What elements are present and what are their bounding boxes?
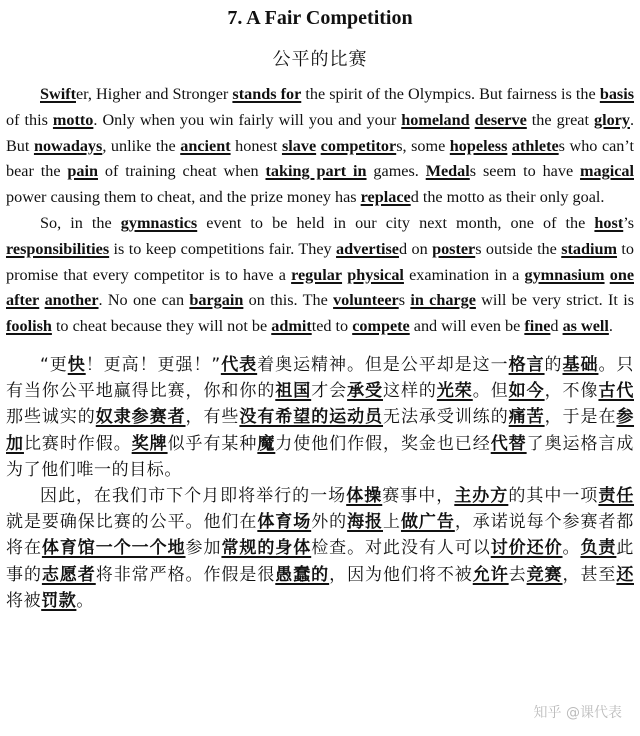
chinese-paragraph [6, 483, 634, 614]
vocabulary-term: slave [281, 136, 317, 155]
text-run: of this [6, 110, 53, 129]
text-run: d on [398, 239, 433, 258]
text-run: ，因为他们将不被 [329, 564, 473, 585]
vocabulary-term: competitor [320, 136, 397, 155]
text-run: is to keep competitions fair. They [109, 239, 337, 258]
text-run: s [398, 291, 411, 310]
vocabulary-term: 海报 [347, 512, 383, 533]
english-title: 7. A Fair Competition [227, 7, 413, 29]
text-run: So, in the [40, 213, 121, 232]
text-run: 了奥运格言成为了他们唯一的目标。 [6, 433, 634, 480]
text-run: and will even be [409, 317, 525, 336]
text-run: s seem to have [469, 162, 581, 181]
vocabulary-term: athlete [511, 136, 559, 155]
vocabulary-term: 竞赛 [526, 564, 563, 585]
text-run: to promise that every competitor is to have a [6, 239, 634, 284]
vocabulary-term: 体育馆一个一个地 [41, 538, 186, 559]
text-run: 参加 [185, 538, 222, 559]
vocabulary-term: 主办方 [454, 485, 509, 506]
text-run: 。 [562, 538, 581, 559]
vocabulary-term: taking part in [265, 162, 367, 181]
text-run: ，于是在 [544, 407, 617, 428]
text-run: 。只有当你公平地赢得比赛，你和你的 [6, 354, 635, 402]
vocabulary-term: gymnasium [524, 265, 605, 284]
vocabulary-term: Medal [425, 162, 470, 181]
text-run: 。 [76, 590, 95, 611]
text-run: 的 [544, 354, 563, 375]
text-run: 此事的 [6, 538, 634, 585]
text-run: on this. The [243, 291, 334, 310]
text-run: the spirit of the Olympics. But fairness is the [301, 85, 600, 103]
vocabulary-term: 做广告 [400, 512, 455, 533]
text-run: 就是要确保比赛的公平。他们在 [6, 512, 258, 533]
vocabulary-term: 允许 [472, 564, 509, 585]
text-run: 将被 [6, 590, 42, 611]
chinese-paragraph [6, 352, 634, 483]
vocabulary-term: compete [352, 317, 410, 336]
text-run: 上 [383, 512, 401, 533]
text-run: 才会 [311, 381, 348, 402]
text-run: ！更高！更强！” [85, 354, 221, 375]
vocabulary-term: pain [67, 162, 99, 181]
text-run: ，甚至 [562, 564, 617, 585]
vocabulary-term: host [594, 213, 624, 232]
vocabulary-term: 没有希望的运动员 [239, 407, 384, 428]
text-run: games. [366, 162, 426, 181]
vocabulary-term: another [44, 291, 99, 310]
text-run: 无法承受训练的 [383, 407, 509, 428]
vocabulary-term: replace [360, 188, 411, 207]
vocabulary-term: in charge [410, 291, 476, 310]
text-run: 的其中一项 [508, 485, 599, 506]
vocabulary-term: fine [524, 317, 551, 336]
vocabulary-term: 代替 [490, 433, 527, 454]
text-run: 外的 [311, 512, 348, 533]
vocabulary-term: Swift [40, 85, 76, 103]
text-run: the great [526, 110, 594, 129]
text-run: event to be held in our city next month, one of the [197, 213, 595, 232]
vocabulary-term: 基础 [562, 354, 599, 375]
vocabulary-term: foolish [6, 317, 52, 336]
vocabulary-term: 负责 [580, 538, 617, 559]
watermark-text: 知乎 @课代表 [533, 705, 622, 721]
vocabulary-term: stands for [232, 85, 302, 103]
vocabulary-term: 体操 [346, 485, 383, 506]
vocabulary-term: one after [6, 265, 634, 310]
vocabulary-term: 志愿者 [41, 564, 96, 585]
text-run: . [608, 317, 613, 336]
vocabulary-term: 讨价还价 [490, 538, 563, 559]
text-run: “更 [40, 354, 68, 375]
vocabulary-term: advertise [336, 239, 399, 258]
vocabulary-term: 体育场 [257, 512, 312, 533]
text-run: s outside the [475, 239, 562, 258]
text-run: 力使他们作假，奖金也已经 [275, 433, 491, 454]
vocabulary-term: volunteer [333, 291, 399, 310]
zhihu-watermark [534, 702, 622, 722]
vocabulary-term: motto [52, 110, 94, 129]
text-run: 将非常严格。作假是很 [95, 564, 276, 585]
chinese-title: 公平的比赛 [272, 49, 368, 70]
section-gap [6, 340, 634, 352]
vocabulary-term: magical [580, 162, 634, 181]
vocabulary-term: glory [593, 110, 630, 129]
text-run: 检查。对此没有人可以 [311, 538, 491, 559]
text-run: examination in a [403, 265, 525, 284]
text-run: power causing them to cheat, and the prize money has [6, 188, 361, 207]
english-paragraph [6, 211, 634, 340]
vocabulary-term: 如今 [508, 381, 545, 402]
vocabulary-term: physical [347, 265, 404, 284]
text-run: to cheat because they will not be [51, 317, 272, 336]
text-run: 因此，在我们市下个月即将举行的一场 [40, 485, 347, 506]
text-run: . But [6, 110, 634, 155]
text-run: 着奥运精神。但是公平却是这一 [257, 354, 509, 375]
vocabulary-term: basis [599, 85, 635, 103]
text-run: d the motto as their only goal. [410, 188, 605, 207]
vocabulary-term: 责任 [598, 485, 635, 506]
vocabulary-term: stadium [561, 239, 618, 258]
text-run: 赛事中， [382, 485, 455, 506]
vocabulary-term: poster [432, 239, 476, 258]
text-run: 似乎有某种 [167, 433, 258, 454]
vocabulary-term: as well [562, 317, 609, 336]
english-paragraph [6, 82, 634, 211]
vocabulary-term: 代表 [220, 354, 258, 375]
text-run: er, Higher and Stronger [75, 85, 233, 103]
vocabulary-term: admit [271, 317, 312, 336]
text-run: 比赛时作假。 [23, 433, 132, 454]
vocabulary-term: 参加 [6, 407, 635, 454]
vocabulary-term: 魔 [257, 433, 276, 454]
text-run: 那些诚实的 [6, 407, 96, 428]
text-run: , unlike the [102, 136, 181, 155]
vocabulary-term: regular [291, 265, 343, 284]
text-run: ’s [623, 213, 635, 232]
vocabulary-term: bargain [189, 291, 244, 310]
text-run: . Only when you win fairly will you and your [93, 110, 402, 129]
text-run: of training cheat when [98, 162, 266, 181]
vocabulary-term: 光荣 [436, 381, 473, 402]
text-run: d [550, 317, 563, 336]
vocabulary-term: hopeless [449, 136, 508, 155]
text-run: ，有些 [185, 407, 240, 428]
vocabulary-term: gymnastics [120, 213, 198, 232]
text-run: 这样的 [383, 381, 437, 402]
text-run: ，承诺说每个参赛者都将在 [6, 512, 634, 559]
vocabulary-term: 格言 [508, 354, 545, 375]
vocabulary-term: deserve [474, 110, 527, 129]
text-run: s who can’t bear the [6, 136, 634, 181]
vocabulary-term: responsibilities [6, 239, 110, 258]
text-run: 去 [508, 564, 527, 585]
vocabulary-term: homeland [401, 110, 470, 129]
text-run: will be very strict. It is [475, 291, 635, 310]
vocabulary-term: 痛苦 [508, 407, 545, 428]
text-run: ted to [311, 317, 353, 336]
text-run: honest [230, 136, 282, 155]
vocabulary-term: 古代 [598, 381, 634, 402]
vocabulary-term: 奖牌 [131, 433, 168, 454]
text-run: ，不像 [544, 381, 599, 402]
text-run: . No one can [98, 291, 190, 310]
text-run: s, some [396, 136, 450, 155]
vocabulary-term: ancient [180, 136, 231, 155]
text-run: 。但 [472, 381, 509, 402]
vocabulary-term: 奴隶参赛者 [95, 407, 186, 428]
vocabulary-term: 愚蠢的 [275, 564, 330, 585]
vocabulary-term: 常规的身体 [221, 538, 312, 559]
vocabulary-term: 承受 [347, 381, 383, 402]
vocabulary-term: 罚款 [41, 590, 77, 611]
vocabulary-term: 祖国 [275, 381, 312, 402]
vocabulary-term: nowadays [33, 136, 103, 155]
vocabulary-term: 还 [616, 564, 634, 585]
vocabulary-term: 快 [67, 354, 86, 375]
